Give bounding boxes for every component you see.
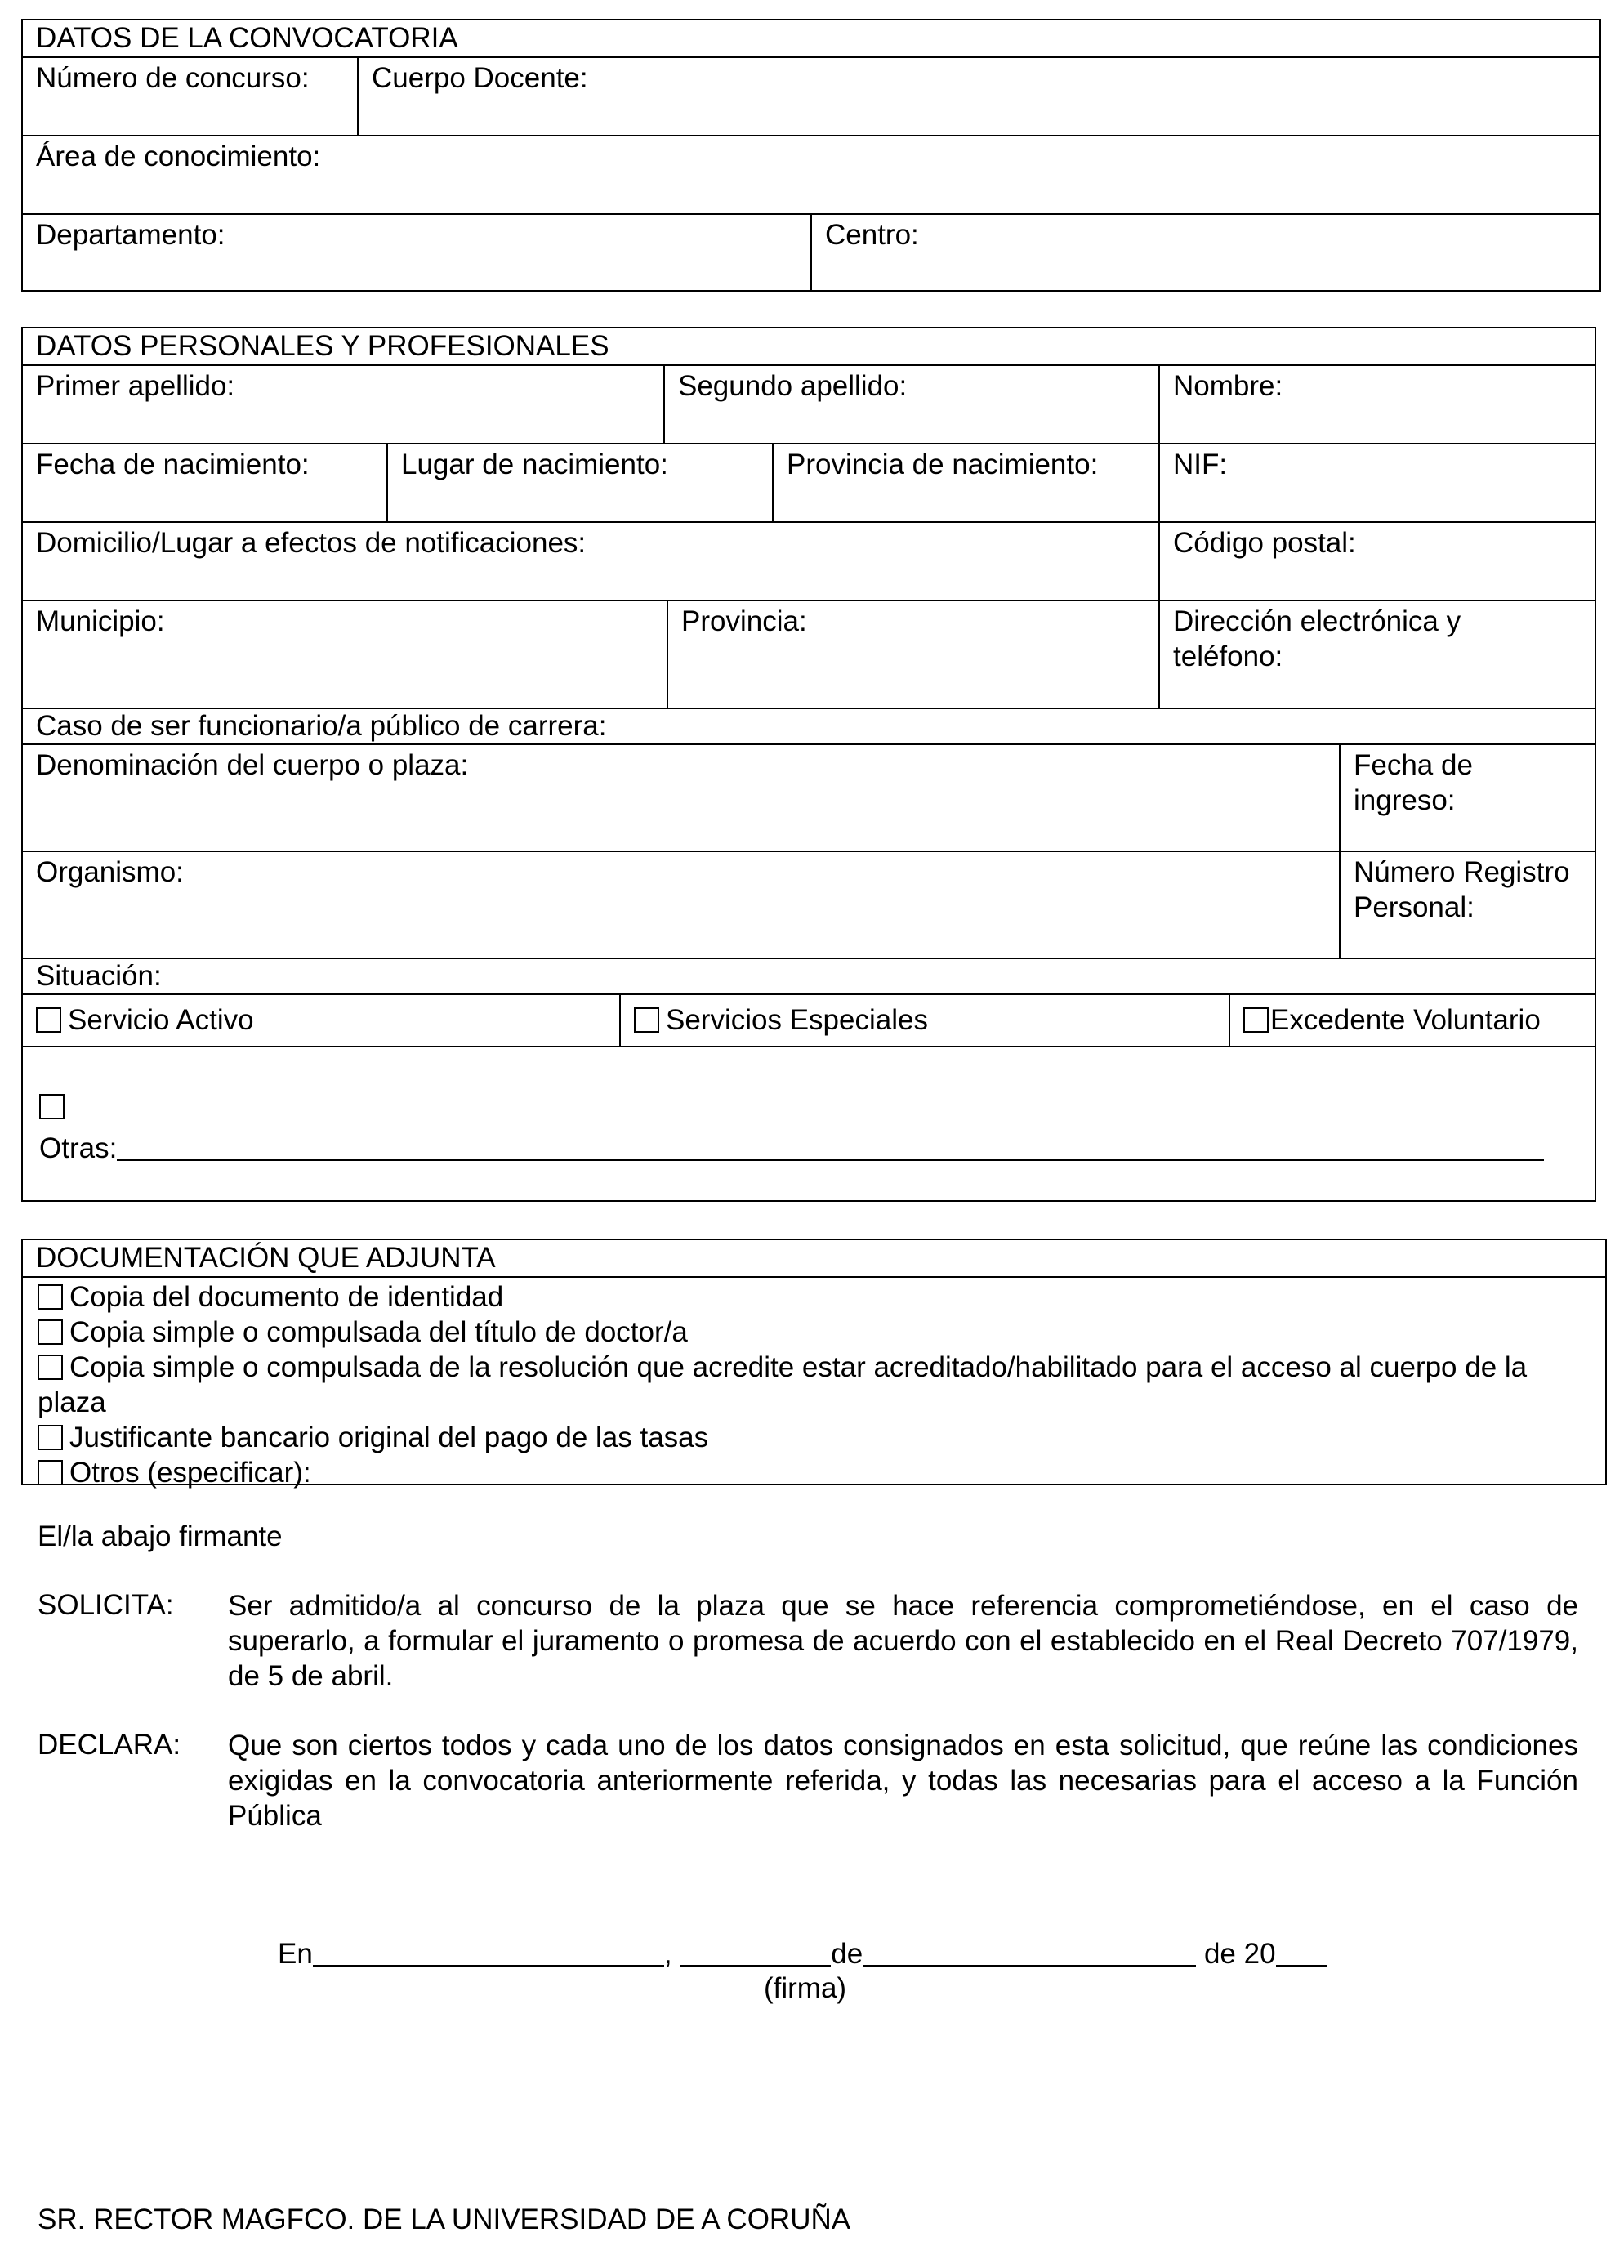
personales-row-2 <box>23 443 1595 521</box>
codigo-postal-label: Código postal: <box>1173 527 1356 559</box>
fecha-de20-label: de 20 <box>1203 1938 1276 1970</box>
mes-input-line[interactable] <box>863 1939 1196 1967</box>
firma-label: (firma) <box>764 1972 847 2004</box>
anio-input-line[interactable] <box>1276 1939 1327 1967</box>
doc-item-label: Copia simple o compulsada del título de doctor/a <box>69 1316 688 1348</box>
convocatoria-row-1 <box>23 56 1599 135</box>
personales-header: DATOS PERSONALES Y PROFESIONALES <box>36 330 609 362</box>
doc-identidad-checkbox[interactable] <box>38 1284 63 1310</box>
domicilio-field[interactable] <box>23 523 1158 600</box>
codigo-postal-field[interactable] <box>1158 523 1595 600</box>
declara-label: DECLARA: <box>38 1729 181 1761</box>
area-conocimiento-label: Área de conocimiento: <box>36 141 321 172</box>
doc-item-label: Justificante bancario original del pago de las tasas <box>69 1422 709 1453</box>
centro-field[interactable] <box>810 215 1599 290</box>
doc-item-titulo[interactable] <box>38 1315 1591 1350</box>
doc-justificante-checkbox[interactable] <box>38 1425 63 1450</box>
fecha-ingreso-field[interactable] <box>1339 745 1595 850</box>
servicios-especiales-checkbox[interactable] <box>634 1007 659 1033</box>
fecha-nacimiento-label: Fecha de nacimiento: <box>36 449 310 480</box>
doc-item-resolucion[interactable] <box>38 1350 1591 1420</box>
personales-row-10 <box>23 1046 1595 1199</box>
organismo-label: Organismo: <box>36 856 184 888</box>
segundo-apellido-field[interactable] <box>663 366 1158 443</box>
lugar-nacimiento-label: Lugar de nacimiento: <box>401 449 668 480</box>
solicita-paragraph <box>38 1588 1578 1694</box>
situacion-label: Situación: <box>36 960 162 992</box>
declara-text: Que son ciertos todos y cada uno de los datos consignados en esta solicitud, que reúne las condiciones exigidas en la convocatoria anteriormente referida, y todas las necesarias para el acceso a la Función Pública <box>228 1730 1578 1832</box>
declara-paragraph <box>38 1728 1578 1833</box>
domicilio-label: Domicilio/Lugar a efectos de notificaciones: <box>36 527 587 559</box>
doc-item-otros[interactable] <box>38 1455 1591 1490</box>
servicio-activo-label: Servicio Activo <box>68 1004 254 1036</box>
otras-label: Otras: <box>39 1132 118 1164</box>
documentacion-section <box>21 1239 1607 1489</box>
documentacion-list-row <box>23 1276 1605 1489</box>
servicios-especiales-option[interactable] <box>619 995 1229 1046</box>
excedente-voluntario-label: Excedente Voluntario <box>1270 1004 1541 1036</box>
personales-section <box>21 327 1596 1202</box>
doc-item-justificante[interactable] <box>38 1420 1591 1455</box>
excedente-voluntario-checkbox[interactable] <box>1243 1007 1269 1033</box>
doc-item-label: Copia simple o compulsada de la resolución que acredite estar acreditado/habilitado para el acceso al cuerpo de la plaza <box>38 1351 1528 1418</box>
convocatoria-section <box>21 19 1601 292</box>
area-conocimiento-field[interactable] <box>23 136 1599 213</box>
documentacion-list <box>23 1278 1605 1490</box>
otras-input-line[interactable] <box>117 1133 1544 1161</box>
doc-item-identidad[interactable] <box>38 1279 1591 1315</box>
primer-apellido-field[interactable] <box>23 366 663 443</box>
lugar-nacimiento-field[interactable] <box>386 444 772 521</box>
servicio-activo-checkbox[interactable] <box>36 1007 61 1033</box>
personales-row-8 <box>23 958 1595 993</box>
personales-row-3 <box>23 521 1595 600</box>
convocatoria-row-3 <box>23 213 1599 290</box>
departamento-field[interactable] <box>23 215 810 290</box>
cuerpo-docente-field[interactable] <box>357 58 1599 135</box>
organismo-field[interactable] <box>23 852 1339 958</box>
personales-row-7 <box>23 850 1595 958</box>
personales-row-9 <box>23 993 1595 1046</box>
convocatoria-row-2 <box>23 135 1599 213</box>
firmante-text: El/la abajo firmante <box>38 1520 283 1552</box>
servicios-especiales-label: Servicios Especiales <box>666 1004 928 1036</box>
solicita-label: SOLICITA: <box>38 1589 174 1621</box>
numero-registro-label: Número Registro Personal: <box>1354 856 1570 923</box>
provincia-nacimiento-field[interactable] <box>772 444 1158 521</box>
convocatoria-header: DATOS DE LA CONVOCATORIA <box>36 22 458 54</box>
departamento-label: Departamento: <box>36 219 225 251</box>
nombre-label: Nombre: <box>1173 370 1283 402</box>
fecha-de-label: de <box>831 1938 863 1970</box>
fecha-en-label: En <box>278 1938 313 1970</box>
dia-input-line[interactable] <box>680 1939 831 1967</box>
denominacion-field[interactable] <box>23 745 1339 850</box>
nombre-field[interactable] <box>1158 366 1595 443</box>
personales-row-5 <box>23 708 1595 743</box>
municipio-label: Municipio: <box>36 605 165 637</box>
direccion-electronica-field[interactable] <box>1158 601 1595 708</box>
direccion-electronica-label: Dirección electrónica y teléfono: <box>1173 605 1461 672</box>
fecha-line <box>278 1937 1327 1972</box>
funcionario-label: Caso de ser funcionario/a público de carrera: <box>36 710 607 742</box>
nif-field[interactable] <box>1158 444 1595 521</box>
numero-concurso-field[interactable] <box>23 58 357 135</box>
otras-checkbox[interactable] <box>39 1094 65 1119</box>
doc-item-label: Otros (especificar): <box>69 1457 311 1489</box>
personales-row-1 <box>23 364 1595 443</box>
destinatario-text: SR. RECTOR MAGFCO. DE LA UNIVERSIDAD DE A CORUÑA <box>38 2203 851 2235</box>
nif-label: NIF: <box>1173 449 1228 480</box>
solicita-text: Ser admitido/a al concurso de la plaza que se hace referencia comprometiéndose, en el caso de superarlo, a formular el juramento o promesa de acuerdo con el establecido en el Real Decreto 707/1979, de 5 de abril. <box>228 1590 1578 1692</box>
personales-row-6 <box>23 743 1595 850</box>
fecha-comma: , <box>663 1938 672 1970</box>
segundo-apellido-label: Segundo apellido: <box>678 370 908 402</box>
fecha-ingreso-label: Fecha de ingreso: <box>1354 749 1473 816</box>
provincia-field[interactable] <box>667 601 1158 708</box>
provincia-nacimiento-label: Provincia de nacimiento: <box>787 449 1099 480</box>
doc-item-label: Copia del documento de identidad <box>69 1281 504 1313</box>
numero-registro-field[interactable] <box>1339 852 1595 958</box>
doc-otros-checkbox[interactable] <box>38 1460 63 1485</box>
cuerpo-docente-label: Cuerpo Docente: <box>372 62 588 94</box>
doc-resolucion-checkbox[interactable] <box>38 1355 63 1380</box>
personales-row-4 <box>23 600 1595 708</box>
denominacion-label: Denominación del cuerpo o plaza: <box>36 749 469 781</box>
lugar-input-line[interactable] <box>313 1939 664 1967</box>
fecha-nacimiento-field[interactable] <box>23 444 386 521</box>
documentacion-header: DOCUMENTACIÓN QUE ADJUNTA <box>36 1242 496 1274</box>
centro-label: Centro: <box>825 219 919 251</box>
otras-option[interactable] <box>23 1047 1595 1199</box>
doc-titulo-checkbox[interactable] <box>38 1319 63 1345</box>
primer-apellido-label: Primer apellido: <box>36 370 235 402</box>
numero-concurso-label: Número de concurso: <box>36 62 310 94</box>
provincia-label: Provincia: <box>681 605 807 637</box>
servicio-activo-option[interactable] <box>23 995 619 1046</box>
municipio-field[interactable] <box>23 601 667 708</box>
excedente-voluntario-option[interactable] <box>1229 995 1595 1046</box>
